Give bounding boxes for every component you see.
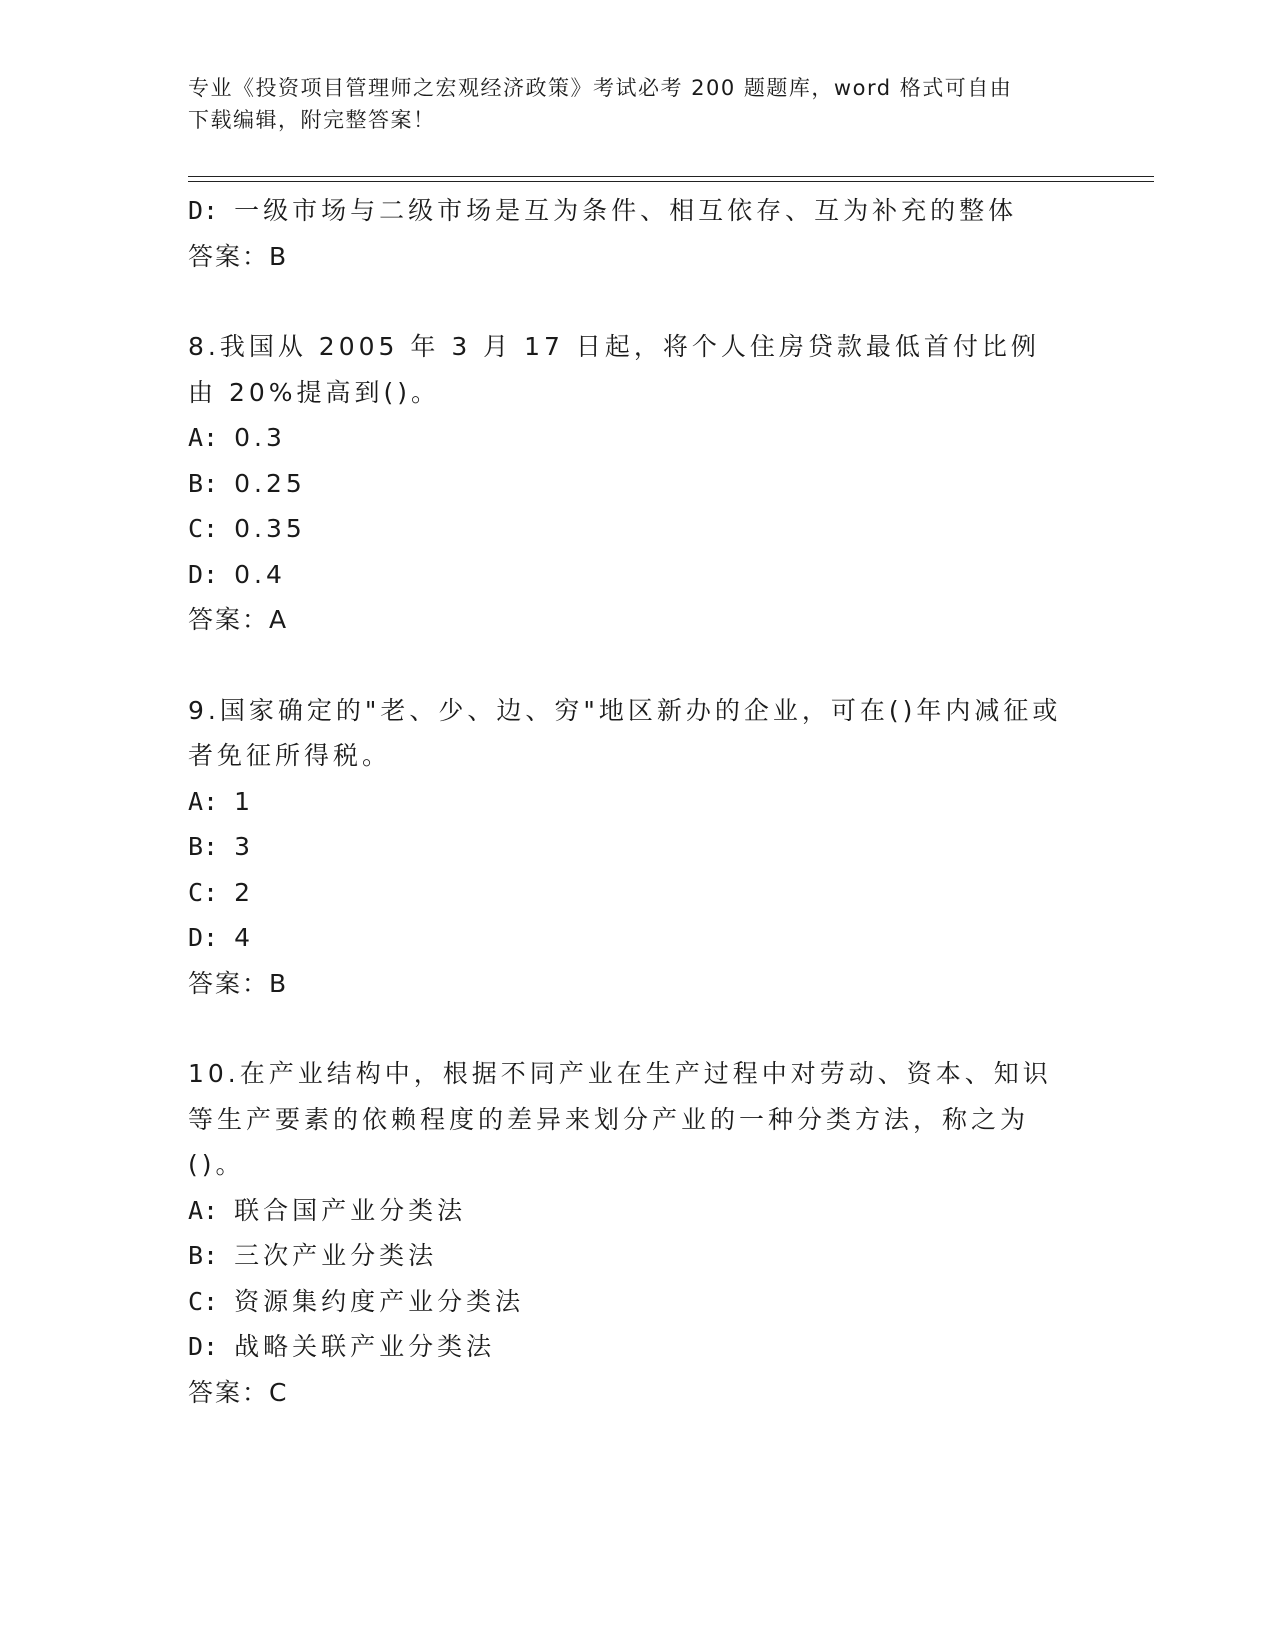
option-text: 战略关联产业分类法	[234, 1332, 496, 1361]
spacer	[188, 643, 1088, 688]
option-text: 0.35	[234, 514, 306, 543]
question-10	[188, 1051, 1088, 1415]
option-text: 资源集约度产业分类法	[234, 1286, 525, 1316]
option-d	[188, 188, 1088, 234]
answer-line: 答案：A	[188, 605, 289, 634]
question-text: 9.国家确定的"老、少、边、穷"地区新办的企业，可在()年内减征或者免征所得税。	[188, 695, 1062, 770]
option-key: D:	[188, 559, 219, 589]
option-key: D:	[188, 1332, 219, 1361]
option-c	[188, 506, 1088, 552]
option-key: C:	[188, 877, 219, 907]
option-key: A:	[188, 786, 219, 816]
option-key: B:	[188, 832, 219, 861]
option-key: B:	[188, 468, 219, 498]
spacer	[188, 279, 1088, 324]
header-title-line-2: 下载编辑，附完整答案！	[188, 108, 436, 132]
answer-line: 答案：B	[188, 241, 289, 271]
option-c	[188, 870, 1088, 916]
question-8	[188, 324, 1088, 643]
header-title-line-1: 专业《投资项目管理师之宏观经济政策》考试必考 200 题题库，word 格式可自由	[188, 76, 1013, 100]
option-a	[188, 1188, 1088, 1234]
question-text: 8.我国从 2005 年 3 月 17 日起，将个人住房贷款最低首付比例由 20%提高到()。	[188, 332, 1040, 407]
option-d	[188, 1324, 1088, 1370]
option-text: 4	[234, 923, 255, 952]
option-text: 一级市场与二级市场是互为条件、相互依存、互为补充的整体	[234, 196, 1018, 225]
question-text: 10.在产业结构中，根据不同产业在生产过程中对劳动、资本、知识等生产要素的依赖程度的差异来划分产业的一种分类方法，称之为()。	[188, 1059, 1052, 1179]
option-text: 三次产业分类法	[234, 1241, 438, 1270]
document-header	[188, 72, 1068, 136]
option-b	[188, 1233, 1088, 1279]
option-key: A:	[188, 1195, 219, 1225]
option-key: D:	[188, 196, 219, 225]
option-text: 联合国产业分类法	[234, 1195, 467, 1225]
option-text: 2	[234, 877, 255, 907]
header-divider-bottom	[188, 181, 1154, 182]
option-d	[188, 552, 1088, 598]
option-c	[188, 1279, 1088, 1325]
option-key: D:	[188, 923, 219, 952]
option-key: C:	[188, 514, 219, 543]
header-divider-top	[188, 176, 1154, 177]
document-body	[188, 188, 1088, 1415]
question-9	[188, 688, 1088, 1007]
option-a	[188, 415, 1088, 461]
option-d	[188, 915, 1088, 961]
answer-line: 答案：C	[188, 1377, 289, 1407]
option-text: 0.25	[234, 468, 306, 498]
option-key: B:	[188, 1241, 219, 1270]
option-b	[188, 824, 1088, 870]
spacer	[188, 1006, 1088, 1051]
option-b	[188, 461, 1088, 507]
option-key: C:	[188, 1286, 219, 1316]
option-key: A:	[188, 423, 219, 452]
option-a	[188, 779, 1088, 825]
answer-line: 答案：B	[188, 968, 289, 998]
option-text: 0.3	[234, 423, 286, 452]
option-text: 1	[234, 786, 255, 816]
option-text: 0.4	[234, 559, 286, 589]
option-text: 3	[234, 832, 255, 861]
